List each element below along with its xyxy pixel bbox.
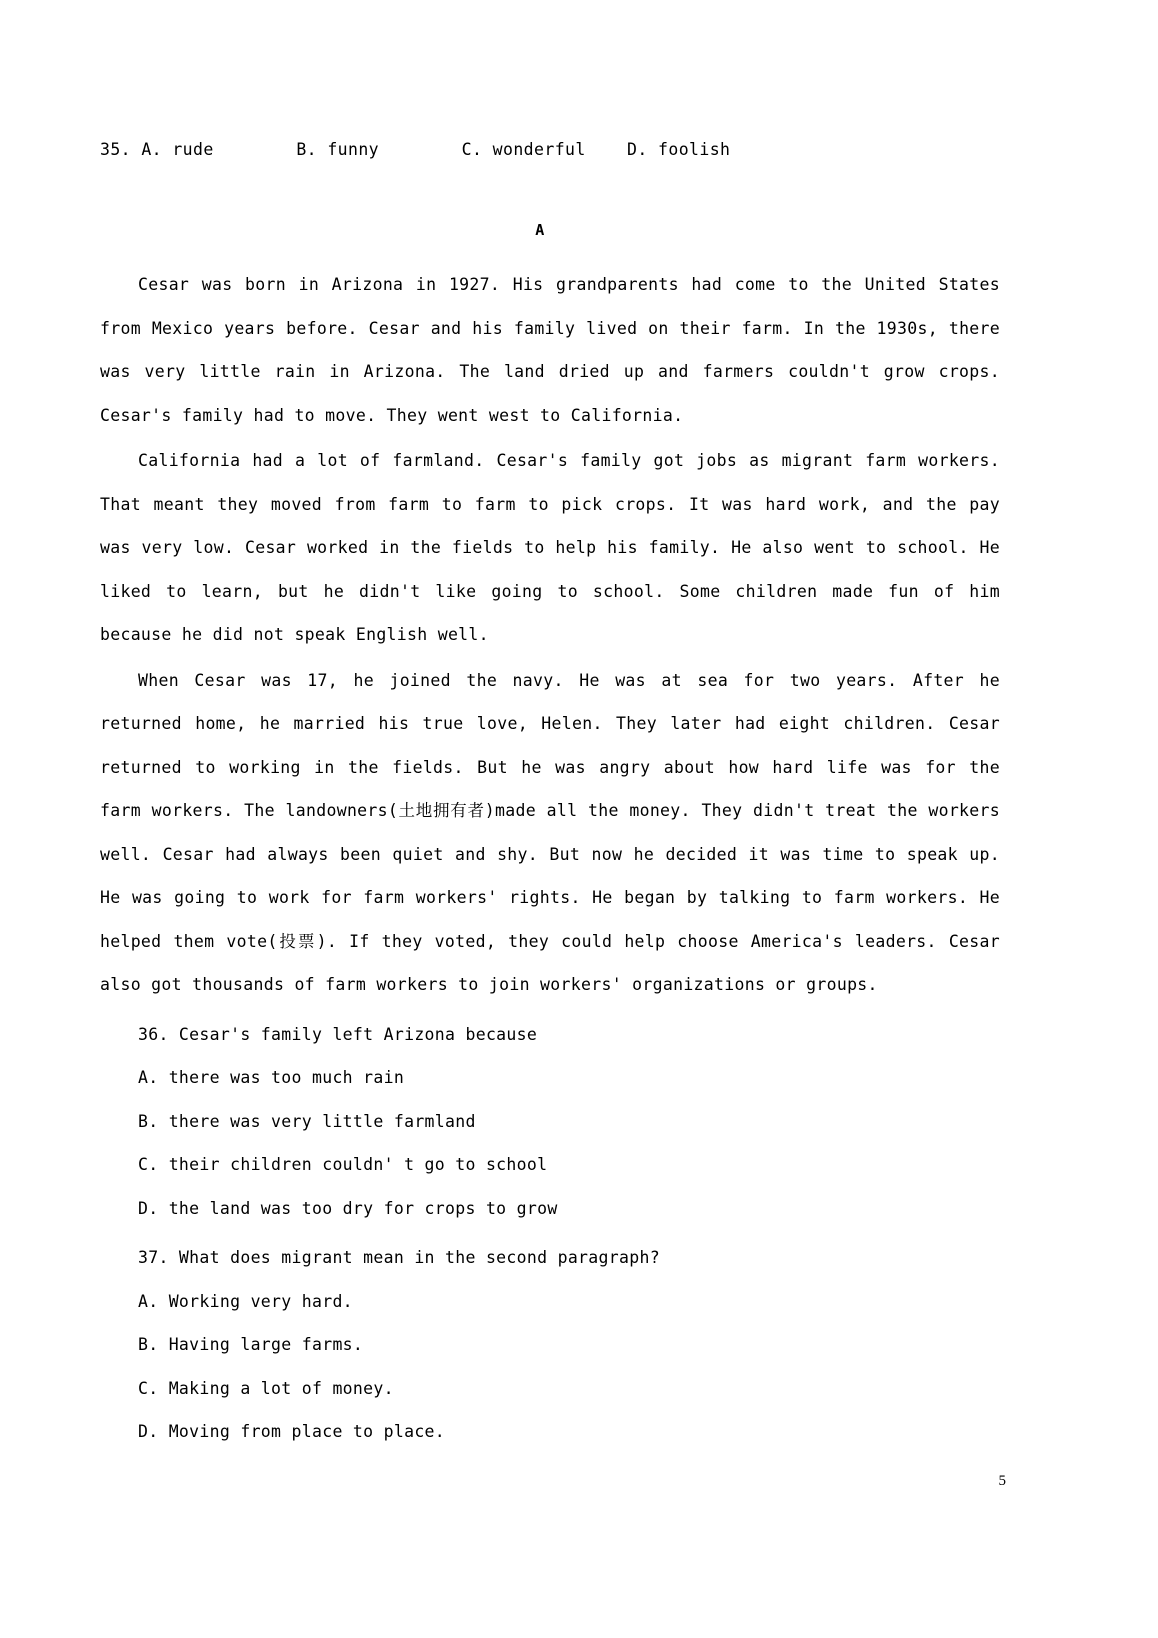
question-37-option-d[interactable]: D. Moving from place to place.	[138, 1422, 446, 1441]
question-36-stem: 36. Cesar's family left Arizona because	[138, 1024, 538, 1044]
question-36-option-d[interactable]: D. the land was too dry for crops to grow	[138, 1198, 558, 1218]
question-37-option-a[interactable]: A. Working very hard.	[138, 1291, 353, 1311]
page-number: 5	[998, 1473, 1006, 1489]
question-35-options: 35. A. rude B. funny C. wonderful D. foolish	[100, 140, 731, 159]
question-36-option-a[interactable]: A. there was too much rain	[138, 1068, 405, 1087]
page-content	[100, 140, 1000, 1454]
question-36	[100, 1013, 1000, 1231]
passage-paragraph-1: Cesar was born in Arizona in 1927. His grandparents had come to the United States from Mexico years before. Cesar and his family lived on their farm. In the 1930s, there was very little rain in Arizona. The land dried up and farmers couldn't grow crops. Cesar's family had to move. They went west to California.	[100, 275, 1000, 425]
question-37-option-b[interactable]: B. Having large farms.	[138, 1335, 364, 1354]
passage-paragraph-3: When Cesar was 17, he joined the navy. He was at sea for two years. After he returned home, he married his true love, Helen. They later had eight children. Cesar returned to working in the fields. But he was angry about how hard life was for the farm workers. The landowners(土地拥有者)made all the money. They didn't treat the workers well. Cesar had always been quiet and shy. But now he decided it was time to speak up. He was going to work for farm workers' rights. He began by talking to farm workers. He helped them vote(投票). If they voted, they could help choose America's leaders. Cesar also got thousands of farm workers to join workers' organizations or groups.	[100, 670, 1000, 994]
question-37-option-c[interactable]: C. Making a lot of money.	[138, 1378, 394, 1398]
question-37	[100, 1236, 1000, 1454]
question-36-option-b[interactable]: B. there was very little farmland	[138, 1111, 476, 1131]
passage-paragraph-2: California had a lot of farmland. Cesar's family got jobs as migrant farm workers. That meant they moved from farm to farm to pick crops. It was hard work, and the pay was very low. Cesar worked in the fields to help his family. He also went to school. He liked to learn, but he didn't like going to school. Some children made fun of him because he did not speak English well.	[100, 451, 1000, 644]
section-heading: A	[535, 221, 545, 239]
question-37-stem: 37. What does migrant mean in the second paragraph?	[138, 1248, 660, 1267]
question-36-option-c[interactable]: C. their children couldn' t go to school	[138, 1155, 548, 1174]
